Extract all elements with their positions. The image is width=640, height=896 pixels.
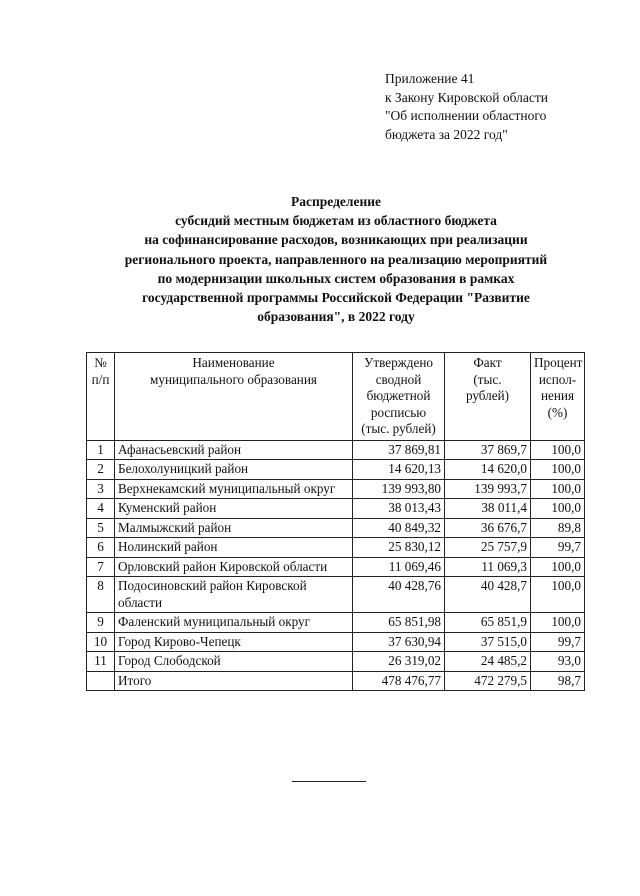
execution-percent: 100,0	[531, 557, 585, 577]
title-line: Распределение	[290, 194, 382, 209]
table-row	[87, 460, 585, 480]
signature-divider-line	[292, 781, 366, 782]
row-number: 2	[87, 460, 115, 480]
total-approved: 478 476,77	[353, 671, 445, 691]
table-row	[87, 479, 585, 499]
execution-percent: 100,0	[531, 479, 585, 499]
distribution-table	[86, 352, 585, 691]
row-number: 6	[87, 538, 115, 558]
approved-amount: 37 869,81	[353, 440, 445, 460]
actual-amount: 38 011,4	[445, 499, 531, 519]
actual-amount: 36 676,7	[445, 518, 531, 538]
municipality-name: Малмыжский район	[115, 518, 353, 538]
municipality-name: Город Кирово-Чепецк	[115, 632, 353, 652]
row-number: 10	[87, 632, 115, 652]
header-text: Процент	[534, 355, 583, 370]
approved-amount: 38 013,43	[353, 499, 445, 519]
approved-amount: 139 993,80	[353, 479, 445, 499]
execution-percent: 89,8	[531, 518, 585, 538]
row-number: 8	[87, 577, 115, 613]
actual-amount: 37 869,7	[445, 440, 531, 460]
title-line: по модернизации школьных систем образования в рамках	[157, 270, 515, 286]
header-actual	[445, 353, 531, 441]
municipality-name: Город Слободской	[115, 652, 353, 672]
header-text: росписью	[370, 404, 427, 420]
header-approved	[353, 353, 445, 441]
execution-percent: 93,0	[531, 652, 585, 672]
header-text: муниципального образования	[150, 371, 317, 387]
document-title	[70, 192, 602, 326]
row-number: 1	[87, 440, 115, 460]
table-row	[87, 613, 585, 633]
header-text: Наименование	[192, 355, 275, 370]
table-row	[87, 538, 585, 558]
approved-amount: 11 069,46	[353, 557, 445, 577]
execution-percent: 100,0	[531, 440, 585, 460]
header-text: Факт	[473, 355, 502, 370]
table-row	[87, 440, 585, 460]
header-number	[87, 353, 115, 441]
header-text: рублей)	[465, 388, 510, 403]
appendix-line: Приложение 41	[385, 71, 475, 86]
municipality-name: Подосиновский район Кировской области	[115, 577, 353, 613]
header-text: №	[94, 355, 107, 370]
title-line: субсидий местным бюджетам из областного бюджета	[175, 213, 497, 229]
municipality-name: Фаленский муниципальный округ	[115, 613, 353, 633]
table-header-row	[87, 353, 585, 441]
header-municipality	[115, 353, 353, 441]
header-text: сводной	[375, 371, 422, 387]
appendix-line: к Закону Кировской области	[385, 89, 549, 105]
approved-amount: 40 428,76	[353, 577, 445, 613]
header-text: п/п	[91, 371, 110, 387]
approved-amount: 25 830,12	[353, 538, 445, 558]
approved-amount: 26 319,02	[353, 652, 445, 672]
table-row	[87, 518, 585, 538]
appendix-line: "Об исполнении областного	[385, 108, 547, 123]
approved-amount: 37 630,94	[353, 632, 445, 652]
execution-percent: 100,0	[531, 613, 585, 633]
approved-amount: 40 849,32	[353, 518, 445, 538]
row-number: 4	[87, 499, 115, 519]
table-row	[87, 499, 585, 519]
actual-amount: 25 757,9	[445, 538, 531, 558]
total-actual: 472 279,5	[445, 671, 531, 691]
total-label: Итого	[115, 671, 353, 691]
total-percent: 98,7	[531, 671, 585, 691]
appendix-reference	[385, 70, 625, 144]
table-row	[87, 557, 585, 577]
execution-percent: 100,0	[531, 577, 585, 613]
execution-percent: 100,0	[531, 499, 585, 519]
total-number-cell	[87, 671, 115, 691]
total-row	[87, 671, 585, 691]
header-text: (тыс.	[473, 371, 502, 387]
title-line: образования", в 2022 году	[257, 309, 415, 325]
row-number: 3	[87, 479, 115, 499]
actual-amount: 65 851,9	[445, 613, 531, 633]
table-row	[87, 577, 585, 613]
execution-percent: 99,7	[531, 538, 585, 558]
title-line: на софинансирование расходов, возникающих при реализации	[144, 232, 528, 248]
approved-amount: 65 851,98	[353, 613, 445, 633]
municipality-name: Белохолуницкий район	[115, 460, 353, 480]
row-number: 7	[87, 557, 115, 577]
header-text: бюджетной	[366, 388, 431, 403]
municipality-name: Куменский район	[115, 499, 353, 519]
header-text: Утверждено	[363, 355, 434, 370]
header-percent	[531, 353, 585, 441]
row-number: 5	[87, 518, 115, 538]
header-text: (%)	[547, 404, 568, 420]
actual-amount: 40 428,7	[445, 577, 531, 613]
execution-percent: 100,0	[531, 460, 585, 480]
execution-percent: 99,7	[531, 632, 585, 652]
appendix-line: бюджета за 2022 год"	[385, 126, 508, 142]
row-number: 11	[87, 652, 115, 672]
header-text: испол-	[538, 371, 577, 387]
actual-amount: 37 515,0	[445, 632, 531, 652]
actual-amount: 139 993,7	[445, 479, 531, 499]
table-row	[87, 652, 585, 672]
row-number: 9	[87, 613, 115, 633]
title-line: регионального проекта, направленного на реализацию мероприятий	[124, 251, 548, 267]
municipality-name: Нолинский район	[115, 538, 353, 558]
title-line: государственной программы Российской Федерации "Развитие	[142, 290, 530, 306]
header-text: нения	[540, 388, 575, 403]
actual-amount: 24 485,2	[445, 652, 531, 672]
municipality-name: Верхнекамский муниципальный округ	[115, 479, 353, 499]
approved-amount: 14 620,13	[353, 460, 445, 480]
header-text: (тыс. рублей)	[361, 421, 436, 436]
actual-amount: 11 069,3	[445, 557, 531, 577]
municipality-name: Орловский район Кировской области	[115, 557, 353, 577]
table-row	[87, 632, 585, 652]
actual-amount: 14 620,0	[445, 460, 531, 480]
municipality-name: Афанасьевский район	[115, 440, 353, 460]
